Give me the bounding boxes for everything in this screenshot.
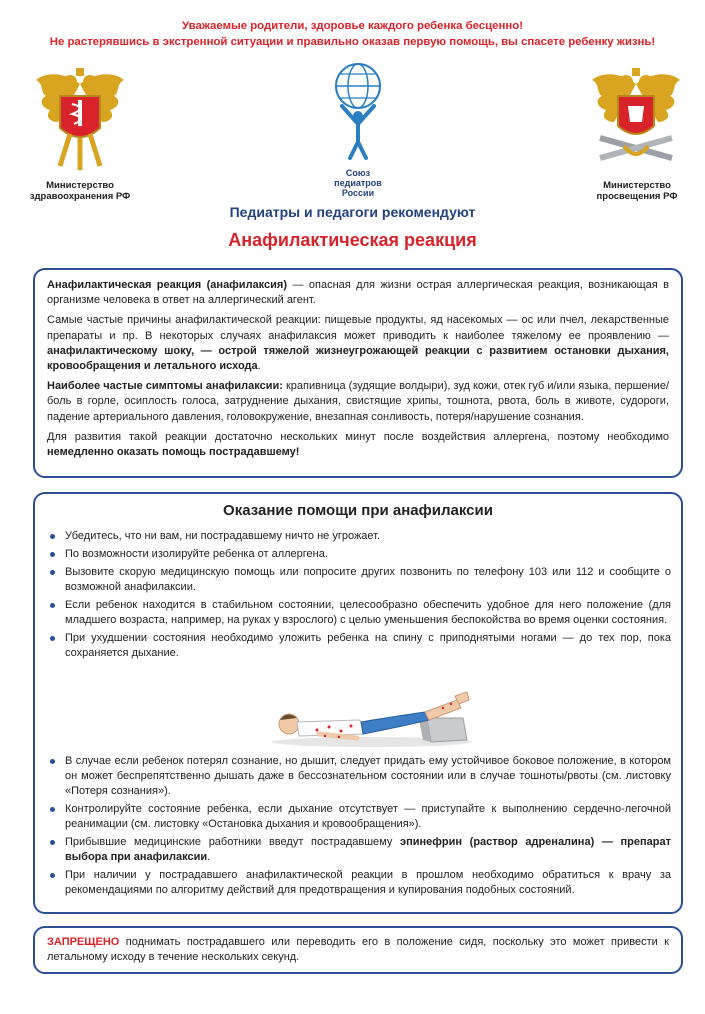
urgent-paragraph [47,430,669,460]
definition-panel [33,268,683,478]
epinephrine-emphasis: эпинефрин (раствор адреналина) — препарат выбора при анафилаксии [65,836,671,863]
pediatricians-union-name-line1: Союз [345,168,371,178]
causes-text: Самые частые причины анафилактической реакции: пищевые продукты, яд насекомых — ос или пчел, лекарственные препараты и пр. В некоторых случаях анафилаксия может приводить к наиболее тяжелому ее проявлению — [47,314,669,342]
list-item: Если ребенок находится в стабильном состоянии, целесообразно обеспечить удобное для него положение (для младшего возраста, например, на руках у взрослого) с целью уменьшения беспокойства во время оценки состояния. [47,598,671,628]
list-item: Контролируйте состояние ребенка, если дыхание отсутствует — приступайте к выполнению сердечно-легочной реанимации (см. листовку «Остановка дыхания и кровообращения»). [47,802,671,832]
urgent-emphasis: немедленно оказать помощь пострадавшему! [47,446,300,459]
symptoms-paragraph [47,379,669,425]
pediatricians-union-name-line3: России [341,188,375,198]
causes-end: . [257,360,261,373]
pediatricians-union-name-line2: педиатров [334,178,382,188]
ministry-education-emblem-icon [586,66,686,176]
ministry-health-name-line2: здравоохранения РФ [29,191,131,202]
symptoms-heading: Наиболее частые симптомы анафилаксии: [47,380,283,393]
list-item: Убедитесь, что ни вам, ни пострадавшему ничто не угрожает. [47,529,671,544]
list-item: В случае если ребенок потерял сознание, но дышит, следует придать ему устойчивое боковое положение, в котором он может беспрепятственно дышать даже в бессознательном состоянии или в случае тошноты/рвоты (см. листовку «Потеря сознания»). [47,754,671,799]
child-lying-legs-raised-illustration [267,684,477,750]
first-aid-list-bottom [47,754,671,901]
page-title: Анафилактическая реакция [228,230,477,250]
list-item: По возможности изолируйте ребенка от аллергена. [47,547,671,562]
warning-panel [33,926,683,974]
urgent-text: Для развития такой реакции достаточно нескольких минут после воздействия аллергена, поэтому необходимо [47,430,669,443]
first-aid-panel [33,492,683,914]
ministry-health-emblem-icon [30,66,130,176]
epinephrine-text: Прибывшие медицинские работники введут пострадавшему [65,836,401,848]
causes-shock-text: анафилактическому шоку, — острой тяжелой жизнеугрожающей реакции с развитием остановки дыхания, кровообращения и летального исхода [47,344,669,373]
pediatricians-union-logo-icon [318,58,398,166]
list-item: Вызовите скорую медицинскую помощь или попросите других позвонить по телефону 103 или 112 и сообщите о возможной анафилаксии. [47,565,671,595]
header-greeting: Уважаемые родители, здоровье каждого ребенка бесценно! [182,20,523,32]
warning-label: ЗАПРЕЩЕНО [47,936,120,948]
header-motto: Не растерявшись в экстренной ситуации и правильно оказав первую помощь, вы спасете ребенку жизнь! [49,36,656,48]
ministry-education-name-line2: просвещения РФ [596,191,678,202]
list-item: При наличии у пострадавшего анафилактической реакции в прошлом необходимо обратиться к врачу за рекомендациями по алгоритму действий для предотвращения и купирования подобных состояний. [47,868,671,898]
recommend-subtitle: Педиатры и педагоги рекомендуют [229,204,476,220]
warning-text: поднимать пострадавшего или переводить его в положение сидя, поскольку это может привести к летальному исходу в течение нескольких секунд. [47,936,669,964]
first-aid-list-top [47,529,671,664]
first-aid-title: Оказание помощи при анафилаксии [223,502,493,519]
epinephrine-end: . [207,851,211,863]
definition-term: Анафилактическая реакция (анафилаксия) [47,279,288,291]
ministry-health-name-line1: Министерство [46,180,114,191]
list-item: При ухудшении состояния необходимо уложить ребенка на спину с приподнятыми ногами — до тех пор, пока сохраняется дыхание. [47,631,671,661]
ministry-education-name-line1: Министерство [603,180,671,191]
definition-text: — опасная для жизни острая аллергическая реакция, возникающая в организме человека в ответ на аллергический агент. [47,279,669,307]
list-item [47,835,671,865]
warning-paragraph [47,935,669,965]
symptoms-text: крапивница (зудящие волдыри), зуд кожи, отек губ и/или языка, першение/боль в горле, осиплость голоса, затруднение дыхания, свистящие хрипы, тошнота, рвота, боль в животе, судороги, падение артериального давления, головокружение, внезапная сонливость, потеря/нарушение сознания. [47,380,669,423]
definition-paragraph [47,278,669,308]
causes-paragraph [47,313,669,374]
